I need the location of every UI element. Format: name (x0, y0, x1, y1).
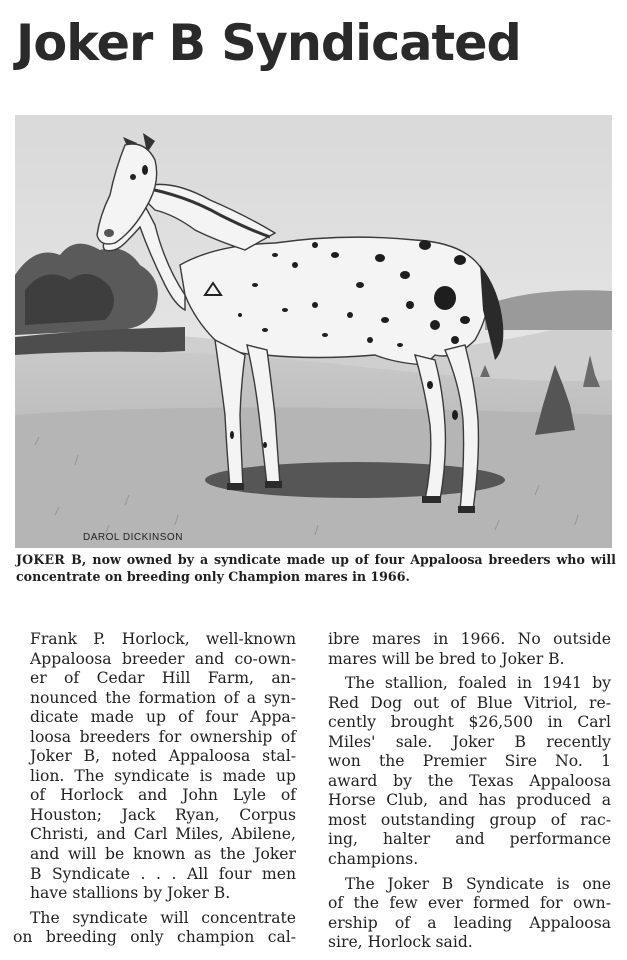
caption-lead: JOKER B, (16, 552, 87, 567)
article-line: Houston; Jack Ryan, Corpus (30, 805, 296, 824)
article-line: Horse Club, and has produced a (328, 791, 611, 810)
article-line: The stallion, foaled in 1941 by (345, 674, 611, 693)
article-line: er of Cedar Hill Farm, an- (30, 669, 296, 688)
article-line: B Syndicate . . . All four men (30, 864, 296, 883)
article-line: of Horlock and John Lyle of (30, 786, 296, 805)
article-line: ing, halter and performance (328, 830, 611, 849)
headline: Joker B Syndicated (16, 14, 521, 72)
article-line: Joker B, noted Appaloosa stal- (30, 747, 296, 766)
artist-signature: DAROL DICKINSON (83, 532, 183, 543)
article-line: have stallions by Joker B. (30, 884, 231, 903)
article-line: Miles' sale. Joker B recently (328, 732, 611, 751)
article-line: The syndicate will concentrate (30, 908, 296, 927)
article-line: award by the Texas Appaloosa (328, 771, 611, 790)
article-line: ibre mares in 1966. No outside (328, 630, 611, 648)
article-line: lion. The syndicate is made up (30, 766, 296, 785)
article-line: won the Premier Sire No. 1 (328, 752, 611, 771)
article-line: champions. (328, 850, 419, 869)
article-line: Appaloosa breeder and co-own- (30, 649, 296, 668)
article-line: dicate made up of four Appa- (30, 708, 296, 727)
article-line: and will be known as the Joker (30, 845, 296, 864)
article-line: sire, Horlock said. (328, 933, 473, 952)
article-line: most outstanding group of rac- (328, 810, 611, 829)
horse-photo (15, 115, 612, 548)
article-line: on breeding only champion cal- (13, 928, 296, 947)
article-line: Christi, and Carl Miles, Abilene, (30, 825, 296, 844)
article-line: Frank P. Horlock, well-known (30, 630, 296, 648)
article-line: mares will be bred to Joker B. (328, 649, 565, 668)
caption-text: now owned by a syndicate made up of four Appaloosa breeders who will concentrate on breeding only Champion mares in 1966. (16, 552, 616, 584)
article-line: ership of a leading Appaloosa (328, 913, 611, 932)
article-line: loosa breeders for ownership of (30, 727, 296, 746)
article-line: of the few ever formed for own- (328, 894, 611, 913)
article-left-column (13, 630, 296, 948)
article-line: Red Dog out of Blue Vitriol, re- (328, 693, 611, 712)
photo-caption (16, 551, 616, 585)
article-line: cently brought $26,500 in Carl (328, 713, 611, 732)
article-line: nounced the formation of a syn- (30, 688, 296, 707)
article-line: The Joker B Syndicate is one (345, 874, 611, 893)
article-right-column (328, 630, 611, 953)
